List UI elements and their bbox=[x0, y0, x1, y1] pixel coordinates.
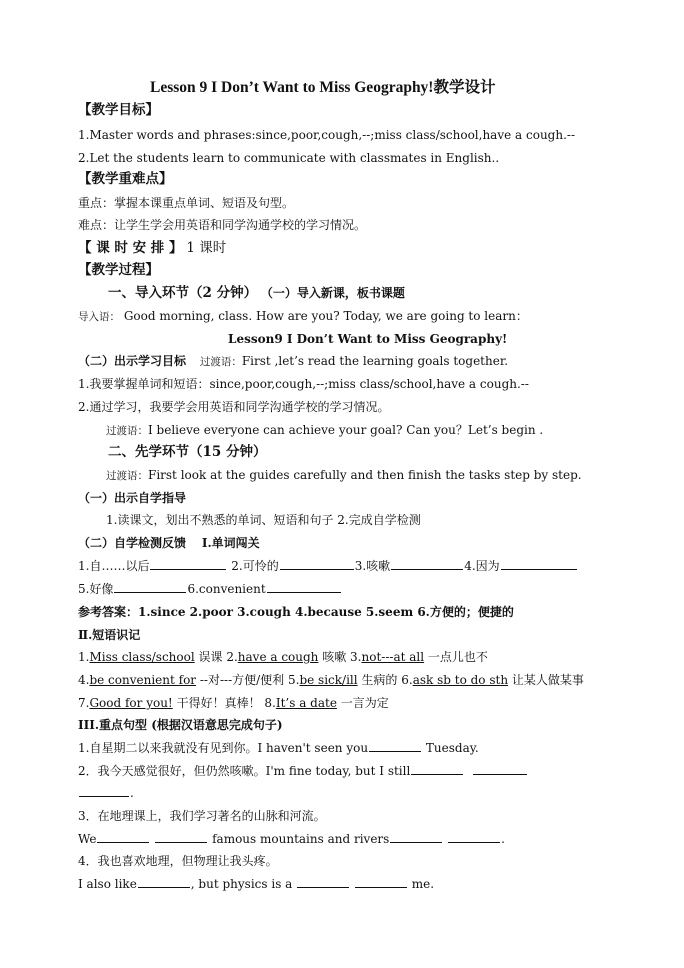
phrase-en: have a cough bbox=[237, 650, 319, 664]
transition-label-1: 过渡语： bbox=[199, 356, 242, 368]
transition-label-3: 过渡语： bbox=[106, 470, 148, 482]
goals-line bbox=[78, 353, 508, 370]
answer-blank[interactable] bbox=[297, 876, 349, 888]
phrase-cn: 干得好！真棒！ 8. bbox=[172, 696, 276, 710]
transition-line-2 bbox=[106, 422, 543, 439]
phrase-cn: 误课 2. bbox=[194, 650, 238, 664]
phrase-en: be sick/ill bbox=[299, 673, 358, 687]
sentence-text: Tuesday. bbox=[422, 741, 479, 755]
phrase-cn: 让某人做某事 bbox=[508, 673, 584, 687]
guide-text: 1.读课文，划出不熟悉的单词、短语和句子 2.完成自学检测 bbox=[106, 513, 421, 527]
step2-heading: 二、先学环节（15 分钟） bbox=[108, 444, 267, 460]
hours-line bbox=[78, 240, 226, 256]
goal-1: 1.我要掌握单词和短语：since,poor,cough,--;miss class/school,have a cough.-- bbox=[78, 377, 529, 391]
answer-blank[interactable] bbox=[97, 831, 149, 843]
reference-answers: 参考答案：1.since 2.poor 3.cough 4.because 5.seem 6.方便的；便捷的 bbox=[78, 605, 514, 619]
phrase-en: Good for you! bbox=[89, 696, 173, 710]
sentence-text: I also like bbox=[78, 877, 137, 891]
guide-heading: （一）出示自学指导 bbox=[78, 491, 187, 505]
phrase-cn: 一点儿也不 bbox=[424, 650, 488, 664]
phrase-en: It’s a date bbox=[275, 696, 337, 710]
key-point: 重点：掌握本课重点单词、短语及句型。 bbox=[78, 196, 295, 210]
answer-blank[interactable] bbox=[369, 740, 421, 752]
sentence-3-cn: 3．在地理课上，我们学习著名的山脉和河流。 bbox=[78, 809, 326, 823]
answer-blank[interactable] bbox=[138, 876, 190, 888]
answer-blank[interactable] bbox=[267, 581, 341, 593]
phrase-number: 4. bbox=[78, 673, 90, 687]
hours-heading: 【 课 时 安 排 】 bbox=[78, 240, 183, 256]
phrase-cn: 生病的 6. bbox=[357, 673, 413, 687]
goals-label: （二）出示学习目标 bbox=[78, 354, 187, 368]
process-heading: 【教学过程】 bbox=[78, 262, 159, 278]
objective-1: 1.Master words and phrases:since,poor,cough,--;miss class/school,have a cough.-- bbox=[78, 128, 576, 142]
goal-2: 2.通过学习，我要学会用英语和同学沟通学校的学习情况。 bbox=[78, 400, 390, 414]
phrases-row-1 bbox=[78, 649, 488, 665]
keypoints-heading: 【教学重难点】 bbox=[78, 171, 173, 187]
check-heading: （二）自学检测反馈 bbox=[78, 536, 187, 550]
word-item: 2.可怜的 bbox=[231, 559, 279, 573]
answer-blank[interactable] bbox=[391, 558, 463, 570]
sentence-text: 1.自星期二以来我就没有见到你。I haven't seen you bbox=[78, 741, 369, 755]
sentence-text: We bbox=[78, 832, 97, 846]
words-row-2 bbox=[78, 581, 342, 597]
sentence-4-cn: 4．我也喜欢地理，但物理让我头疼。 bbox=[78, 854, 278, 868]
sentence-3: We famous mountains and rivers . bbox=[78, 832, 505, 846]
answer-blank[interactable] bbox=[501, 558, 577, 570]
answer-blank[interactable] bbox=[150, 558, 226, 570]
phrase-en: Miss class/school bbox=[89, 650, 195, 664]
answer-blank[interactable] bbox=[155, 831, 207, 843]
phrase-cn: 一言为定 bbox=[336, 696, 389, 710]
sentence-1 bbox=[78, 740, 479, 756]
page-title: Lesson 9 I Don’t Want to Miss Geography!教学设计 bbox=[150, 79, 496, 96]
phrases-row-2 bbox=[78, 672, 584, 688]
objective-2: 2.Let the students learn to communicate with classmates in English.. bbox=[78, 151, 500, 165]
step1-heading: 一、导入环节（2 分钟） bbox=[108, 285, 258, 301]
phrase-en: ask sb to do sth bbox=[412, 673, 509, 687]
answer-blank[interactable] bbox=[473, 763, 527, 775]
intro-label: 导入语： bbox=[78, 311, 120, 323]
phrase-en: not---at all bbox=[361, 650, 425, 664]
sentence-text: famous mountains and rivers bbox=[208, 832, 390, 846]
sentence-text: , but physics is a bbox=[190, 877, 297, 891]
step1-sub: （一）导入新课，板书课题 bbox=[260, 286, 405, 300]
sentence-4 bbox=[78, 876, 434, 892]
word-item: 6.convenient bbox=[187, 582, 266, 596]
sentences-heading: III.重点句型 (根据汉语意思完成句子) bbox=[78, 718, 283, 732]
phrase-en: be convenient for bbox=[89, 673, 197, 687]
words-heading: Ⅰ.单词闯关 bbox=[201, 536, 260, 550]
sentence-text: me. bbox=[407, 877, 435, 891]
answer-blank[interactable] bbox=[448, 831, 500, 843]
phrases-row-3 bbox=[78, 695, 389, 711]
check-line bbox=[78, 535, 260, 551]
step1-line bbox=[108, 285, 405, 301]
objectives-heading: 【教学目标】 bbox=[78, 102, 159, 118]
transition-label-2: 过渡语： bbox=[106, 425, 148, 437]
answer-blank[interactable] bbox=[390, 831, 442, 843]
word-item: 3.咳嗽 bbox=[354, 559, 391, 573]
phrases-heading: Ⅱ.短语识记 bbox=[78, 628, 141, 642]
word-item: 4.因为 bbox=[464, 559, 500, 573]
phrase-cn: 咳嗽 3. bbox=[318, 650, 362, 664]
intro-line bbox=[78, 308, 528, 325]
phrase-number: 7. bbox=[78, 696, 90, 710]
transition-text-3: First look at the guides carefully and then finish the tasks step by step. bbox=[148, 468, 582, 482]
transition-text-2: I believe everyone can achieve your goal? Can you？Let’s begin . bbox=[148, 423, 544, 437]
hours-value: 1 课时 bbox=[186, 240, 227, 256]
phrase-number: 1. bbox=[78, 650, 90, 664]
words-row-1 bbox=[78, 558, 578, 574]
sentence-text: 2．我今天感觉很好，但仍然咳嗽。I'm fine today, but I still bbox=[78, 764, 411, 778]
transition-text-1: First ,let’s read the learning goals together. bbox=[241, 354, 509, 368]
difficult-point: 难点：让学生学会用英语和同学沟通学校的学习情况。 bbox=[78, 218, 367, 232]
intro-text: Good morning, class. How are you? Today, we are going to learn： bbox=[123, 309, 528, 323]
answer-blank[interactable] bbox=[280, 558, 354, 570]
answer-blank[interactable] bbox=[411, 763, 463, 775]
word-item: 1.自……以后 bbox=[78, 559, 150, 573]
answer-blank[interactable] bbox=[355, 876, 407, 888]
transition-line-3 bbox=[106, 467, 582, 484]
answer-blank[interactable] bbox=[79, 785, 129, 797]
answer-blank[interactable] bbox=[114, 581, 186, 593]
phrase-cn: --对---方便/便利 5. bbox=[196, 673, 300, 687]
sentence-2-cont: . bbox=[78, 785, 134, 801]
sentence-2 bbox=[78, 763, 528, 779]
word-item: 5.好像 bbox=[78, 582, 114, 596]
lesson-title: Lesson9 I Don’t Want to Miss Geography! bbox=[228, 332, 508, 346]
